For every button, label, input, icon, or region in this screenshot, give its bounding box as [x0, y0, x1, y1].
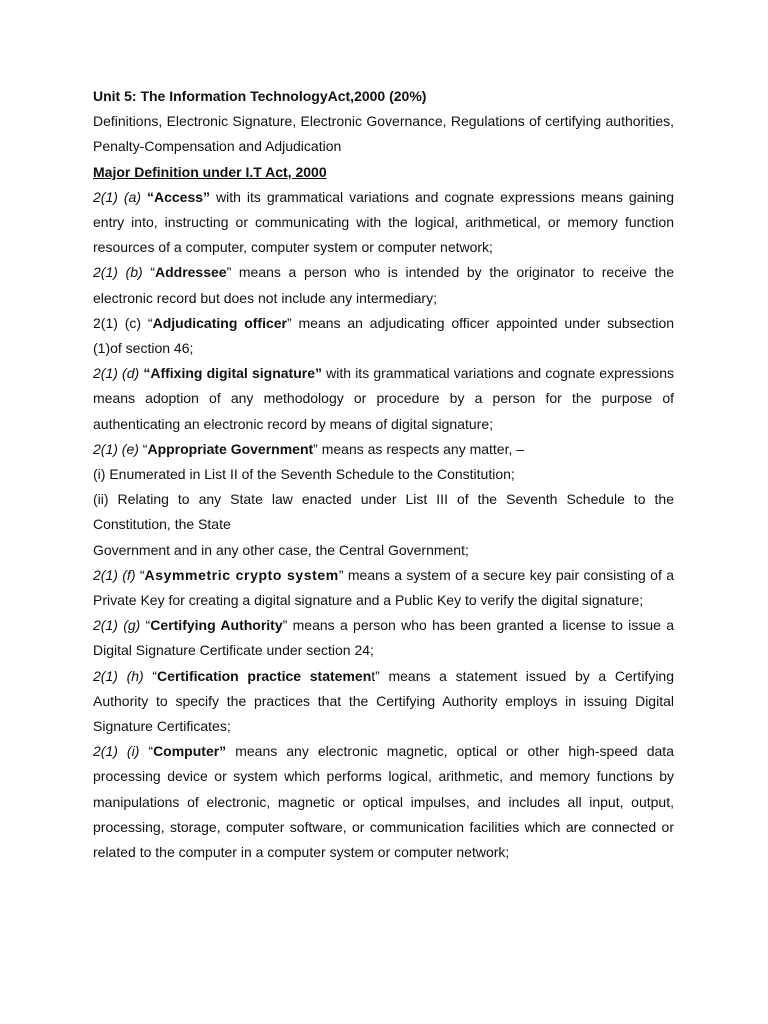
definition-certification-practice-statement [93, 664, 674, 740]
open-quote: “ [145, 617, 151, 634]
definition-term: “Access” [146, 188, 211, 205]
unit-heading: Unit 5: The Information TechnologyAct,2000 (20%) [93, 88, 427, 104]
list-item: (ii) Relating to any State law enacted under List III of the Seventh Schedule to the Constitution, the State [93, 491, 674, 533]
definition-ref: 2(1) (a) [93, 188, 147, 205]
definition-term: Computer” [153, 743, 227, 760]
definition-ref: 2(1) (d) [93, 365, 144, 382]
definition-adjudicating-officer [93, 311, 674, 361]
definition-access [93, 185, 674, 261]
list-item: Government and in any other case, the Central Government; [93, 541, 469, 558]
definition-ref: 2(1) (g) [93, 617, 146, 634]
definition-asymmetric-crypto-system [93, 563, 674, 613]
definition-ref: 2(1) (i) [93, 743, 149, 760]
definition-term: Addressee [154, 264, 227, 281]
open-quote: “ [142, 440, 148, 457]
definition-term: “Affixing digital signature” [143, 365, 322, 382]
close-quote: ” [287, 314, 292, 331]
close-quote: t” [371, 667, 380, 684]
definition-text: means an adjudicating officer appointed under subsection (1)of section 46; [93, 314, 675, 357]
definition-text: with its grammatical variations and cognate expressions means adoption of any methodology or procedure by a person for the purpose of authenticating an electronic record by means of digital signature; [93, 365, 674, 432]
definition-term: Appropriate Government [147, 440, 314, 457]
definition-addressee [93, 260, 674, 310]
definition-appropriate-government [93, 437, 674, 462]
definition-ref: 2(1) (f) [93, 566, 140, 583]
open-quote: “ [152, 667, 158, 684]
definition-term: Certifying Authority [150, 617, 283, 634]
definition-term: Certification practice statemen [157, 667, 372, 684]
definition-text: means a statement issued by a Certifying Authority to specify the practices that the Certifying Authority employs in issuing Digital Signature Certificates; [93, 667, 675, 735]
document-page [93, 84, 674, 865]
definition-ref: 2(1) (c) [93, 314, 148, 331]
unit-topics: Definitions, Electronic Signature, Electronic Governance, Regulations of certifying authorities, Penalty-Compensation and Adjudication [93, 113, 674, 155]
open-quote: “ [148, 743, 154, 760]
open-quote: “ [139, 566, 145, 583]
definition-text: means as respects any matter, – [317, 440, 525, 457]
close-quote: ” [226, 264, 232, 281]
open-quote: “ [147, 314, 153, 331]
close-quote: ” [338, 566, 344, 583]
close-quote: ” [282, 617, 288, 634]
definition-ref: 2(1) (b) [93, 264, 151, 281]
definition-term: Adjudicating officer [152, 314, 287, 331]
section-heading: Major Definition under I.T Act, 2000 [93, 163, 327, 180]
open-quote: “ [150, 264, 155, 281]
definition-computer [93, 739, 674, 865]
definition-text: means a person who is intended by the originator to receive the electronic record but does not include any intermediary; [93, 264, 674, 306]
definition-term: Asymmetric crypto system [144, 566, 339, 583]
definition-text: means a system of a secure key pair consisting of a Private Key for creating a digital signature and a Public Key to verify the digital signature; [93, 566, 675, 609]
definition-affixing-digital-signature [93, 361, 674, 437]
definition-text: means a person who has been granted a license to issue a Digital Signature Certificate under section 24; [93, 617, 674, 659]
definition-text: with its grammatical variations and cognate expressions means gaining entry into, instructing or communicating with the logical, arithmetical, or memory function resources of a computer, computer system or computer network; [93, 188, 674, 256]
list-item: (i) Enumerated in List II of the Seventh Schedule to the Constitution; [93, 466, 515, 483]
close-quote: ” [313, 440, 318, 457]
definition-text: means any electronic magnetic, optical or other high-speed data processing device or system which performs logical, arithmetic, and memory functions by manipulations of electronic, magnetic or optical impulses, and includes all input, output, processing, storage, computer software, or communication facilities which are connected or related to the computer in a computer system or computer network; [93, 743, 674, 861]
definition-certifying-authority [93, 613, 674, 663]
definition-ref: 2(1) (e) [93, 440, 143, 457]
definition-ref: 2(1) (h) [93, 667, 153, 684]
